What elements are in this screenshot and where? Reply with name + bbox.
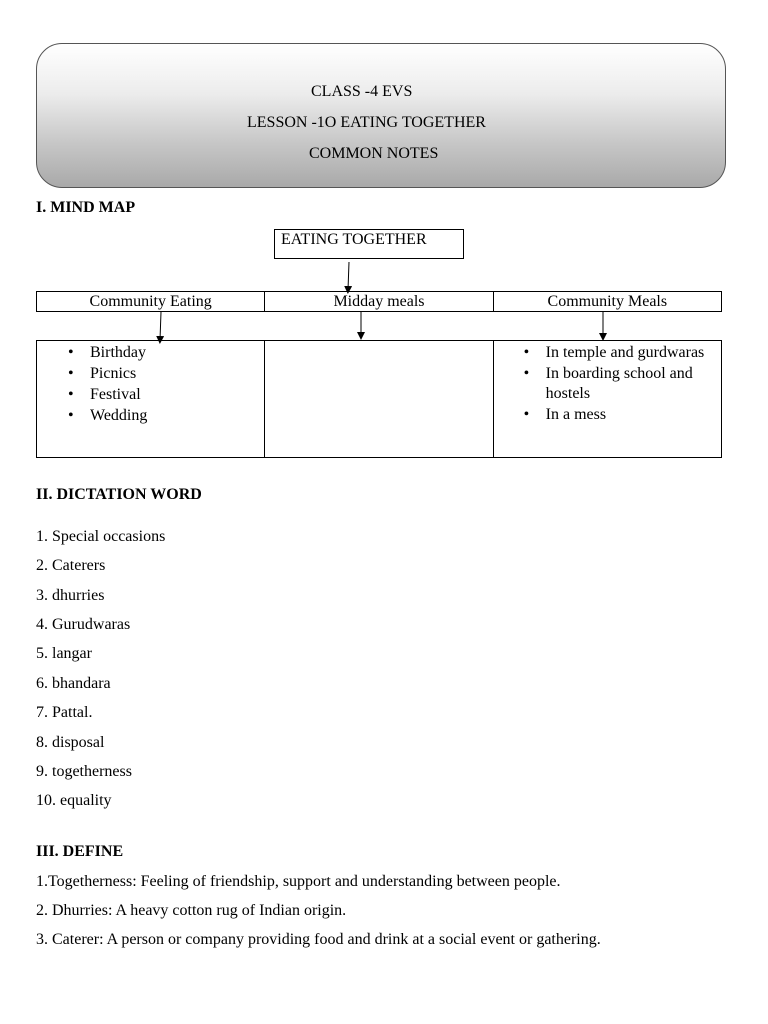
list-item: • Festival: [90, 385, 260, 405]
category-midday-meals: Midday meals: [265, 292, 493, 311]
midday-meals-cell: [265, 341, 493, 457]
dictation-word: 8. disposal: [36, 734, 105, 751]
mind-map-root: EATING TOGETHER: [274, 229, 464, 259]
list-item: • In boarding school and hostels: [546, 364, 715, 404]
class-title: CLASS -4 EVS: [311, 83, 413, 100]
dictation-word: 4. Gurudwaras: [36, 616, 131, 633]
list-item: • In temple and gurdwaras: [546, 343, 715, 363]
community-meals-cell: [494, 341, 721, 457]
list-item: • Picnics: [90, 364, 260, 384]
notes-title: COMMON NOTES: [309, 145, 439, 162]
community-eating-cell: [37, 341, 265, 457]
dictation-word: 6. bhandara: [36, 675, 111, 692]
dictation-word: 9. togetherness: [36, 763, 132, 780]
arrow-root-to-categories: [348, 262, 349, 290]
definition-item: 2. Dhurries: A heavy cotton rug of Indian origin.: [36, 902, 347, 919]
arrow-community-eating: [160, 312, 161, 340]
mind-map-heading: I. MIND MAP: [36, 199, 136, 216]
dictation-heading: II. DICTATION WORD: [36, 486, 202, 503]
define-heading: III. DEFINE: [36, 843, 124, 860]
community-meals-list: [546, 343, 715, 426]
dictation-word: 7. Pattal.: [36, 704, 93, 721]
dictation-word: 10. equality: [36, 792, 112, 809]
definition-item: 3. Caterer: A person or company providing food and drink at a social event or gathering.: [36, 931, 601, 948]
dictation-word: 2. Caterers: [36, 557, 106, 574]
list-item: • Wedding: [90, 406, 260, 426]
dictation-word: 5. langar: [36, 645, 92, 662]
category-community-eating: Community Eating: [37, 292, 265, 311]
lesson-title: LESSON -1O EATING TOGETHER: [247, 114, 486, 131]
definition-item: 1.Togetherness: Feeling of friendship, support and understanding between people.: [36, 873, 561, 890]
category-row: [36, 291, 722, 312]
category-community-meals: Community Meals: [547, 293, 668, 310]
list-item: • In a mess: [546, 405, 715, 425]
dictation-word: 1. Special occasions: [36, 528, 166, 545]
detail-row: [36, 340, 722, 458]
dictation-word: 3. dhurries: [36, 587, 105, 604]
community-eating-list: [90, 343, 260, 427]
list-item: • Birthday: [90, 343, 260, 363]
